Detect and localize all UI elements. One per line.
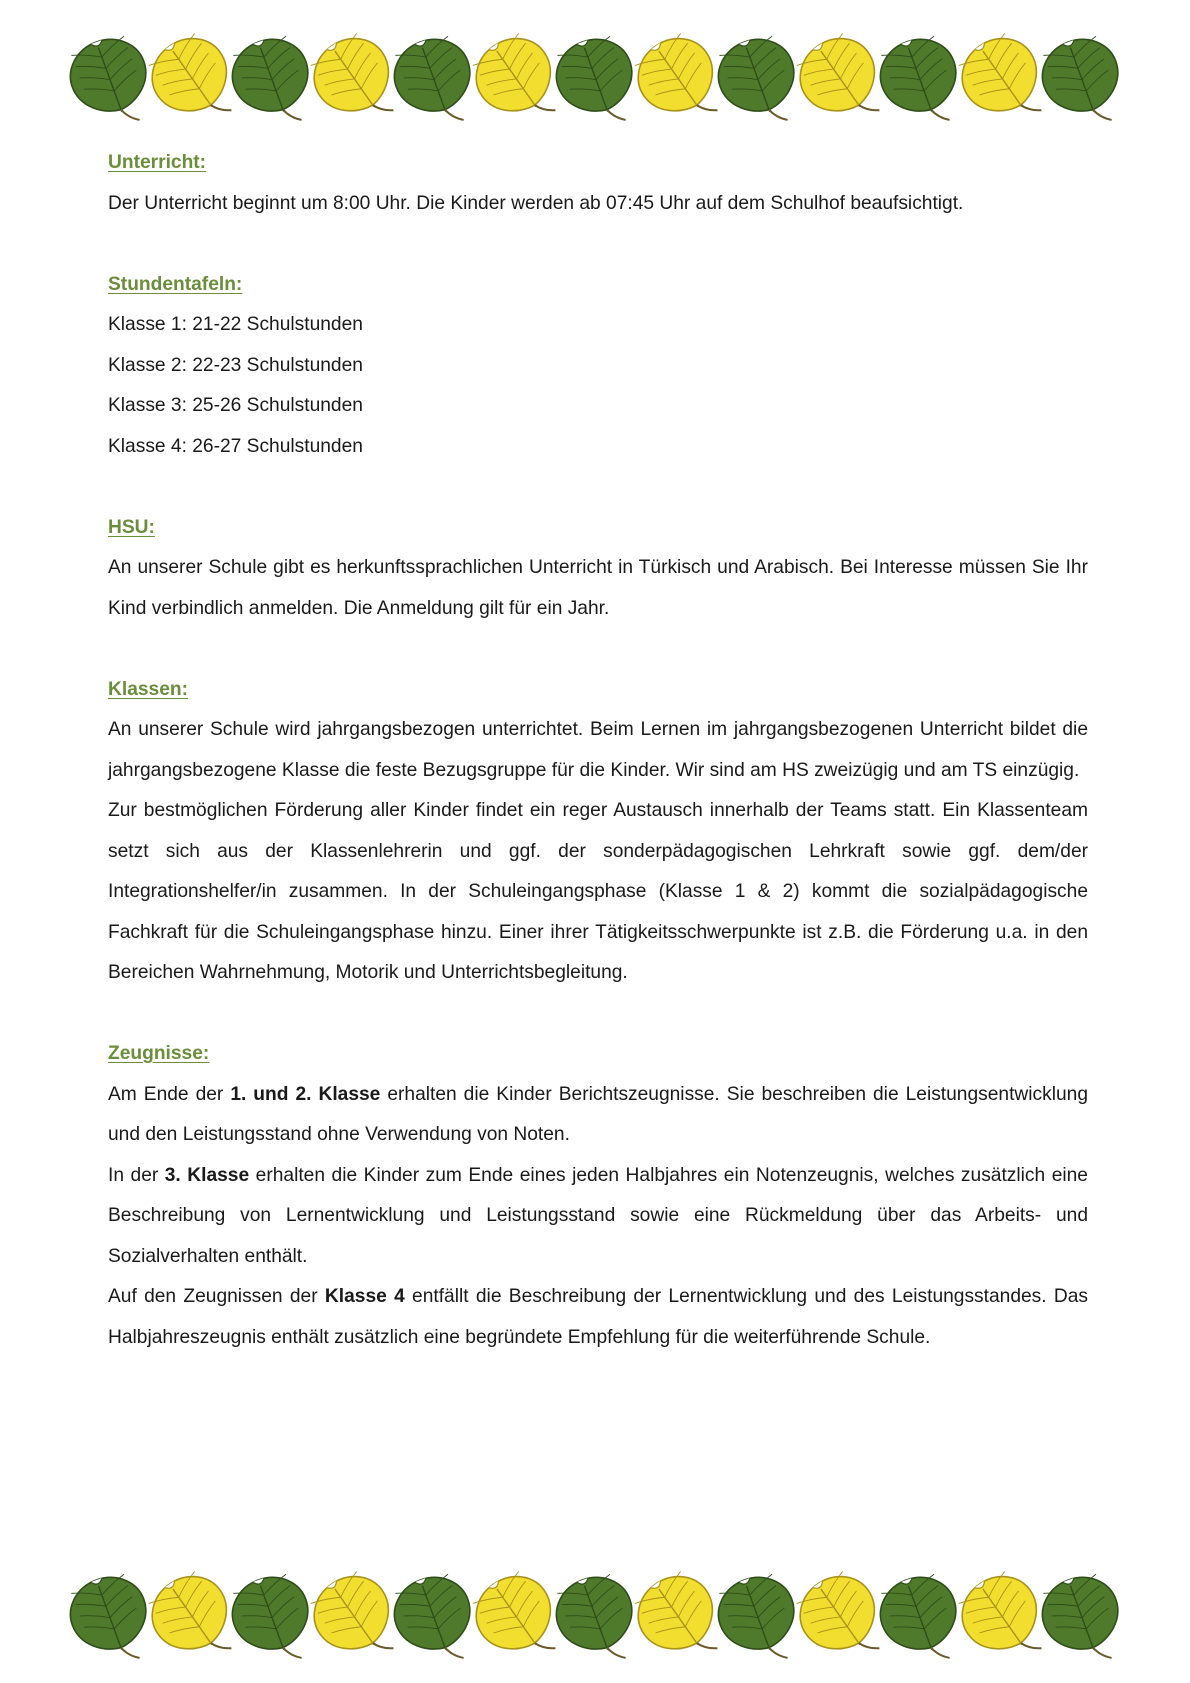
green-leaf-icon	[709, 1568, 811, 1668]
green-leaf-icon	[223, 30, 325, 130]
document-body	[108, 143, 1088, 1399]
leaf-border-top	[0, 30, 1190, 130]
text-zeugnisse-1	[108, 1075, 1088, 1156]
section-unterricht	[108, 143, 1088, 224]
green-leaf-icon	[871, 1568, 973, 1668]
leaf-border-bottom	[0, 1568, 1190, 1668]
text-klassen-2: Zur bestmöglichen Förderung aller Kinder findet ein reger Austausch innerhalb der Teams statt. Ein Klassenteam setzt sich aus der Klassenlehrerin und ggf. der sonderpädagogischen Lehrkraft sowie ggf. dem/der Integrationshelfer/in zusammen. In der Schuleingangsphase (Klasse 1 & 2) kommt die sozialpädagogische Fachkraft für die Schuleingangsphase hinzu. Einer ihrer Tätigkeitsschwerpunkte ist z.B. die Förderung u.a. in den Bereichen Wahrnehmung, Motorik und Unterrichtsbegleitung.	[108, 800, 1088, 983]
green-leaf-icon	[61, 1568, 163, 1668]
text-zeugnisse-1-post: erhalten die Kinder Berichtszeugnisse. Sie beschreiben die Leistungsentwicklung und den Leistungsstand ohne Verwendung von Noten.	[108, 1083, 1089, 1145]
section-zeugnisse	[108, 1034, 1088, 1358]
green-leaf-icon	[871, 30, 973, 130]
leaf-row-top	[0, 30, 1190, 130]
text-zeugnisse-2-post: erhalten die Kinder zum Ende eines jeden Halbjahres ein Notenzeugnis, welches zusätzlich eine Beschreibung von Lernentwicklung und Leistungsstand sowie eine Rückmeldung über das Arbeits- und Sozialverhalten enthält.	[108, 1164, 1088, 1267]
green-leaf-icon	[1033, 1568, 1135, 1668]
stundentafel-line-3: Klasse 3: 25-26 Schulstunden	[108, 395, 363, 416]
text-zeugnisse-3-bold: Klasse 4	[324, 1286, 405, 1307]
text-zeugnisse-3-pre: Auf den Zeugnissen der	[108, 1286, 325, 1307]
green-leaf-icon	[61, 30, 163, 130]
green-leaf-icon	[1033, 30, 1135, 130]
green-leaf-icon	[547, 30, 649, 130]
heading-klassen: Klassen:	[108, 678, 188, 700]
text-zeugnisse-3-post: entfällt die Beschreibung der Lernentwicklung und des Leistungsstandes. Das Halbjahreszeugnis enthält zusätzlich eine begründete Empfehlung für die weiterführende Schule.	[108, 1286, 1088, 1348]
green-leaf-icon	[223, 1568, 325, 1668]
text-klassen-1: An unserer Schule wird jahrgangsbezogen unterrichtet. Beim Lernen im jahrgangsbezogenen Unterricht bildet die jahrgangsbezogene Klasse die feste Bezugsgruppe für die Kinder. Wir sind am HS zweizügig und am TS einzügig.	[108, 719, 1088, 781]
stundentafel-line-1: Klasse 1: 21-22 Schulstunden	[108, 314, 363, 335]
text-unterricht: Der Unterricht beginnt um 8:00 Uhr. Die Kinder werden ab 07:45 Uhr auf dem Schulhof beaufsichtigt.	[108, 192, 964, 214]
green-leaf-icon	[385, 30, 487, 130]
green-leaf-icon	[385, 1568, 487, 1668]
text-zeugnisse-2-bold: 3. Klasse	[164, 1164, 250, 1186]
text-hsu: An unserer Schule gibt es herkunftssprachlichen Unterricht in Türkisch und Arabisch. Bei Interesse müssen Sie Ihr Kind verbindlich anmelden. Die Anmeldung gilt für ein Jahr.	[108, 557, 1088, 619]
section-klassen	[108, 670, 1088, 994]
green-leaf-icon	[709, 30, 811, 130]
heading-unterricht: Unterricht:	[108, 152, 207, 173]
text-zeugnisse-1-pre: Am Ende der	[108, 1083, 231, 1105]
heading-stundentafeln: Stundentafeln:	[108, 273, 243, 295]
section-stundentafeln	[108, 265, 1088, 468]
text-zeugnisse-2	[108, 1156, 1088, 1278]
heading-zeugnisse: Zeugnisse:	[108, 1043, 210, 1064]
text-zeugnisse-2-pre: In der	[108, 1164, 165, 1186]
stundentafel-line-2: Klasse 2: 22-23 Schulstunden	[108, 354, 363, 376]
heading-hsu: HSU:	[108, 516, 155, 538]
leaf-row-bottom	[0, 1568, 1190, 1668]
text-zeugnisse-1-bold: 1. und 2. Klasse	[230, 1083, 381, 1105]
green-leaf-icon	[547, 1568, 649, 1668]
text-zeugnisse-3	[108, 1277, 1088, 1358]
section-hsu	[108, 508, 1088, 630]
stundentafel-line-4: Klasse 4: 26-27 Schulstunden	[108, 435, 363, 457]
